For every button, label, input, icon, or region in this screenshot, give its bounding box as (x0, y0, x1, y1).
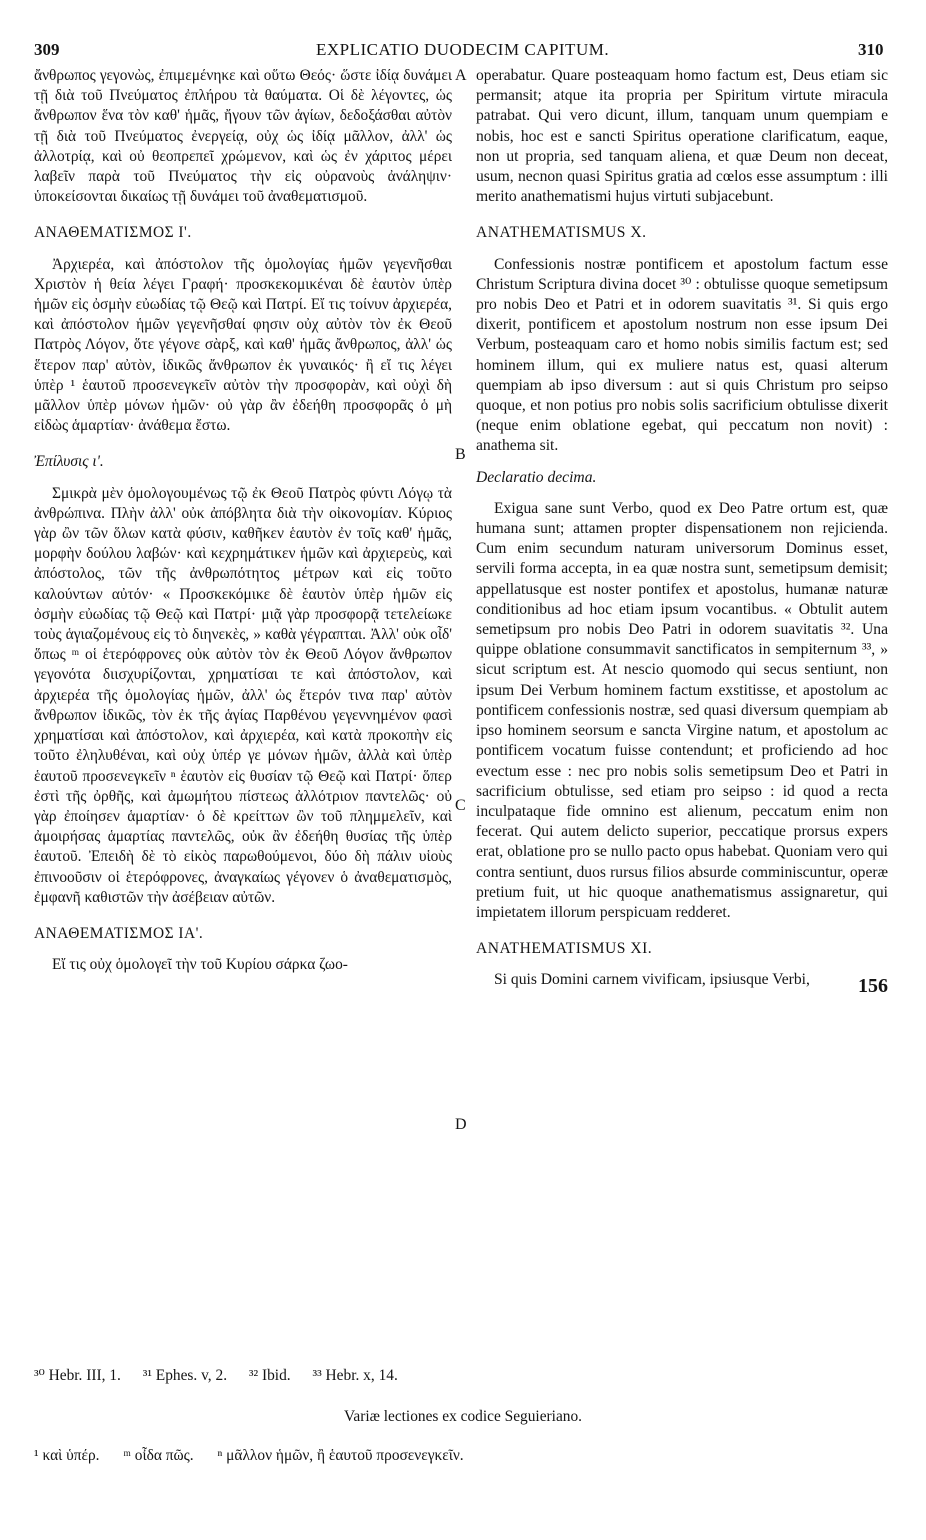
margin-letter-d: D (455, 1116, 467, 1133)
greek-column (34, 66, 452, 975)
footnote-30: ³⁰ Hebr. III, 1. (34, 1367, 121, 1384)
latin-column (476, 66, 888, 991)
running-title: EXPLICATIO DUODECIM CAPITUM. (316, 40, 610, 59)
latin-anathematism-10-text: Confessionis nostræ pontificem et apostolum factum esse Christum Scriptura divina docet ³⁰ : obtulisse quoque semetipsum pro nobis Deo et Patri et in odorem suavitatis ³¹. Si quis ergo dixerit, pontificem et apostolum nostrum non esse ipsum Dei Verbum, posteaquam caro et homo nobis similis factum est; sed hominem illum, qui ex muliere natus est, quasi alterum quempiam ab ipso diversum : aut si quis Christum pro seipso quoque, et non potius pro nobis solis sacrificium obtulisse dixerit (neque enim oblatione egebat, qui peccatum non novit) : anathema sit. (476, 255, 888, 455)
greek-heading-anathematism-10: ΑΝΑΘΕΜΑΤΙΣΜΟΣ Ι'. (34, 224, 192, 242)
greek-anathematism-10-text: Ἀρχιερέα, καὶ ἀπόστολον τῆς ὁμολογίας ἡμῶν γεγενῆσθαι Χριστὸν ἡ θεία λέγει Γραφή· προσκεκομικέναι δὲ ἑαυτὸν ὑπὲρ ἡμῶν εἰς ὀσμὴν εὐωδίας τῷ Θεῷ καὶ Πατρί. Εἴ τις τοίνυν ἀρχιερέα, καὶ ἀπόστολον ἡμῶν γεγενῆσθαί φησιν οὐχ αὐτὸν τὸν ἐκ Θεοῦ Πατρὸς Λόγον, ὅτε γέγονε σὰρξ, καὶ καθ' ἡμᾶς ἄνθρωπος, ἀλλ' ὡς ἕτερον παρ' αὐτὸν, ἰδικῶς ἄνθρωπον ἐκ γυναικός· ἢ εἴ τις λέγει ὑπὲρ ¹ ἑαυτοῦ προσενεγκεῖν αὐτὸν τὴν προσφορὰν, καὶ οὐχὶ δὴ μᾶλλον ὑπὲρ μόνων ἡμῶν· οὐ γὰρ ἂν ἐδεήθη προσφορᾶς ὁ μὴ εἰδὼς ἁμαρτίαν· ἀνάθεμα ἔστω. (34, 255, 452, 435)
margin-letter-b: B (455, 446, 466, 463)
greek-epilysis-heading: Ἐπίλυσις ι'. (34, 453, 104, 471)
margin-page-number-156: 156 (858, 975, 888, 997)
footnote-32: ³² Ibid. (248, 1367, 291, 1384)
variant-reading-m: ᵐ οἶδα πῶς. (123, 1447, 194, 1464)
running-header (0, 40, 926, 64)
greek-explanation-text: Σμικρὰ μὲν ὁμολογουμένως τῷ ἐκ Θεοῦ Πατρὸς φύντι Λόγῳ τὰ ἀνθρώπινα. Πλὴν ἀλλ' οὐκ ἀπόβλητα διὰ τὴν οἰκονομίαν. Κύριος γὰρ ὢν τῶν ὅλων κατὰ φύσιν, καθῆκεν ἑαυτὸν ἐν τοῖς καθ' ἡμᾶς, μορφὴν δούλου λαβών· καὶ κεχρημάτικεν ἡμῶν καὶ ἀρχιερεὺς, καὶ ἀπόστολος, τῶν τῆς ἀνθρωπότητος μέτρων καὶ εἰς τοῦτο καλούντων αὐτόν· « Προσκεκόμικε δὲ ἑαυτὸν ὑπὲρ ἡμῶν εἰς ὀσμὴν εὐωδίας τῷ Θεῷ καὶ Πατρί· μιᾷ γὰρ προσφορᾷ τετελείωκε τοὺς ἁγιαζομένους εἰς τὸ διηνεκὲς, » καθὰ γέγραπται. Ἀλλ' οὐκ οἶδ' ὅπως ᵐ οἱ ἑτερόφρονες οὐκ αὐτὸν τὸν ἐκ Θεοῦ Λόγον ἄνθρωπον γεγονότα διισχυρίζονται, χρηματίσαι τε καὶ ἀπόστολον, καὶ ἀρχιερέα τῆς ὁμολογίας ἡμῶν, ἀλλ' ὡς ἕτερόν τινα παρ' αὐτὸν ἄνθρωπον ἰδικῶς, τὸν ἐκ τῆς ἁγίας Παρθένου γεγεννημένον φασὶ χρηματίσαι καὶ ἀπόστολον, καὶ ἀρχιερέα, καὶ κατὰ προκοπὴν εἰς τοῦτο ἐληλυθέναι, καὶ οὐχ ὑπέρ γε μόνων ἡμῶν, ἀλλὰ καὶ ὑπὲρ ἑαυτοῦ προσενεγκεῖν ⁿ ἑαυτὸν εἰς θυσίαν τῷ Θεῷ καὶ Πατρί· ὅπερ ἐστὶ τῆς ὀρθῆς, καὶ ἀμωμήτου πίστεως ἀλλότριον παντελῶς· οὐ γὰρ ἐποίησεν ἁμαρτίαν· ὁ δὲ κρείττων ὢν τοῦ πλημμελεῖν, καὶ ἀμοιρήσας ἁμαρτίας παντελῶς, οὐκ ἂν ἐδεήθη θυσίας τῆς ὑπὲρ ἑαυτοῦ. Ἐπειδὴ δὲ τὸ εἰκὸς παρωθούμενοι, δύο δὴ πάλιν υἱοὺς ἐπινοοῦσιν οἱ ἑτερόφρονες, ἀναγκαίως γέγονεν ὁ ἀναθεματισμὸς, ἐμφανῆ καθιστῶν τὴν ἀσέβειαν αὐτῶν. (34, 484, 452, 906)
footnotes (34, 1366, 894, 1385)
latin-heading-anathematism-11: ANATHEMATISMUS XI. (476, 940, 653, 958)
variant-reading-l: ¹ καὶ ὑπέρ. (34, 1447, 100, 1464)
latin-text-block (476, 66, 888, 991)
left-page-number: 309 (34, 40, 60, 59)
variant-reading-n: ⁿ μᾶλλον ἡμῶν, ἢ ἑαυτοῦ προσενεγκεῖν. (217, 1447, 464, 1464)
variant-readings (34, 1447, 894, 1465)
latin-explanation-text: Exigua sane sunt Verbo, quod ex Deo Patre ortum est, quæ humana sunt; attamen propter dispensationem non rejicienda. Cum enim secundum naturam universorum Dominus esset, servili forma accepta, in ea quæ nostra sunt, semetipsum demisit; appellatusque est noster pontifex et apostolus, humanæ naturæ conditionibus ad hoc etiam ipsum vocantibus. « Obtulit autem semetipsum pro nobis Deo Patri in odorem suavitatis ³². Una quippe oblatione consummavit sanctificatos in sempiternum ³³, » sicut scriptum est. At nescio quomodo qui secus sentiunt, non ipsum Dei Verbum hominem factum exstitisse, et apostolum ac pontificem confessionis nostræ, sed quasi diversum quempiam ab ipso hominem seorsum e sancta Virgine natum, et apostolum ac pontificem vocatum fuisse contendunt; et proficiendo ad hoc evectum esse : nec pro nobis solis semetipsum Deo et Patri in sacrificium obtulisse, sed etiam pro seipso : id quod a recta inculpataque fide omnino est alienum, peccatum enim non fecerat. Qui autem delicto superior, peccatique prorsus expers erat, oblatione pro se nullo pacto opus habebat. Quoniam vero qui contra sentiunt, duos rursus filios absurde comminiscuntur, operæ pretium fuit, ut hic quoque anathematismus assignaretur, qui impietatem illorum perspicuam redderet. (476, 499, 888, 921)
latin-intro-paragraph: operabatur. Quare posteaquam homo factum est, Deus etiam sic permansit; atque ita propria per Spiritum virtute miracula patrabat. Qui vero dicunt, illum, tanquam unum quempiam e nobis, hoc est e sancti Spiritus operatione clarificatum, eaque, non ut propria, sed tanquam aliena, et quæ Deum non deceat, usum, necnon quasi Spiritus gratia ad cœlos esse assumptum : illi merito anathematismi hujus virtuti subjacebunt. (476, 67, 888, 206)
latin-heading-anathematism-10: ANATHEMATISMUS X. (476, 224, 647, 242)
latin-anathematism-11-start: Si quis Domini carnem vivificam, ipsiusque Verbi, (494, 971, 810, 989)
variant-readings-title: Variæ lectiones ex codice Seguieriano. (343, 1408, 583, 1425)
margin-letter-c: C (455, 797, 466, 814)
latin-declaratio-heading: Declaratio decima. (476, 468, 597, 486)
greek-intro-paragraph: ἄνθρωπος γεγονὼς, ἐπιμεμένηκε καὶ οὕτω Θεός· ὥστε ἰδίᾳ δυνάμει τῇ διὰ τοῦ Πνεύματος ἐπλήρου τὰ θαύματα. Οἱ δὲ λέγοντες, ὡς ἄνθρωπον ἕνα τὸν καθ' ἡμᾶς, ἤγουν τῶν ἁγίων, δεδοξάσθαι αὐτὸν τῇ διὰ τοῦ Πνεύματος ἐνεργείᾳ, οὐχ ὡς ἰδίᾳ μᾶλλον, ἀλλ' ὡς ἀλλοτρίᾳ, καὶ οὐ θεοπρεπεῖ χρώμενον, καὶ ὡς ἐν χάριτος μέρει λαβεῖν παρὰ τοῦ Πνεύματος τὴν εἰς οὐρανοὺς ἀνάληψιν· ὑποκείσονται δικαίως τῇ δυνάμει τοῦ ἀναθεματισμοῦ. (34, 67, 452, 206)
greek-anathematism-11-start: Εἴ τις οὐχ ὁμολογεῖ τὴν τοῦ Κυρίου σάρκα ζωο- (52, 956, 348, 974)
margin-letter-a: A (455, 67, 467, 84)
footnote-31: ³¹ Ephes. v, 2. (142, 1367, 228, 1384)
right-page-number: 310 (858, 40, 884, 59)
footnote-33: ³³ Hebr. x, 14. (312, 1367, 398, 1384)
greek-heading-anathematism-11: ΑΝΑΘΕΜΑΤΙΣΜΟΣ ΙΑ'. (34, 924, 204, 942)
